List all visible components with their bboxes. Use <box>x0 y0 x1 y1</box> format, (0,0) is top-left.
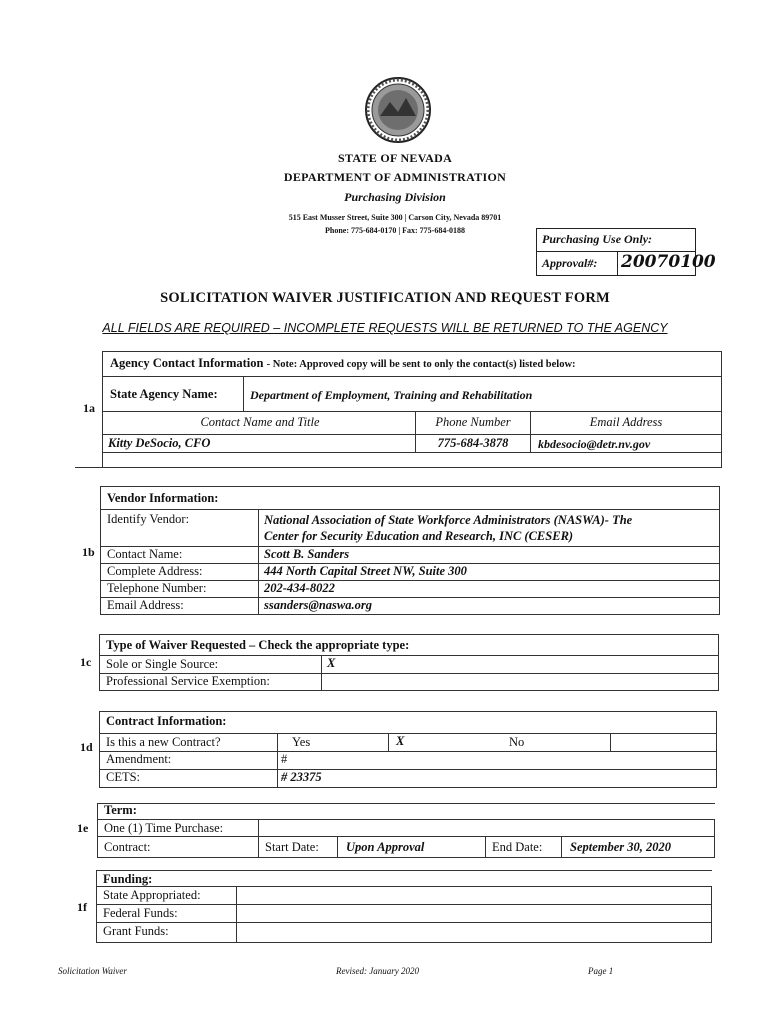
vendor-address-value: 444 North Capital Street NW, Suite 300 <box>264 564 467 578</box>
contact-phone-value: 775-684-3878 <box>437 436 509 450</box>
section-1f-label: 1f <box>77 900 87 914</box>
section-1e-label: 1e <box>77 821 89 835</box>
vendor-contact-label: Contact Name: <box>107 547 183 561</box>
professional-service-label: Professional Service Exemption: <box>106 674 270 688</box>
vendor-info-title: Vendor Information: <box>107 491 219 505</box>
vendor-phone-label: Telephone Number: <box>107 581 207 595</box>
grant-funds-label: Grant Funds: <box>103 924 169 938</box>
header-state: STATE OF NEVADA <box>337 151 453 165</box>
end-date-label: End Date: <box>492 840 543 854</box>
sole-source-checkmark[interactable]: X <box>327 656 336 670</box>
agency-contact-note: - Note: Approved copy will be sent to only the contact(s) listed below: <box>266 359 576 370</box>
header-address: 515 East Musser Street, Suite 300 | Carson City, Nevada 89701 <box>288 213 502 222</box>
approval-number: 20070100 <box>621 252 716 272</box>
form-title: SOLICITATION WAIVER JUSTIFICATION AND REQUEST FORM <box>160 290 610 306</box>
waiver-type-title: Type of Waiver Requested – Check the appropriate type: <box>106 638 410 652</box>
one-time-purchase-label: One (1) Time Purchase: <box>104 821 224 835</box>
section-1a-label: 1a <box>83 401 95 415</box>
amendment-label: Amendment: <box>106 752 172 766</box>
federal-funds-label: Federal Funds: <box>103 906 178 920</box>
funding-title: Funding: <box>103 872 153 886</box>
purchasing-use-title: Purchasing Use Only: <box>542 232 653 246</box>
new-contract-label: Is this a new Contract? <box>106 735 221 749</box>
no-label: No <box>509 735 525 749</box>
section-1d-label: 1d <box>80 740 93 754</box>
vendor-phone-value: 202-434-8022 <box>264 581 335 595</box>
footer-page-number: Page 1 <box>588 966 614 976</box>
amendment-value: # <box>281 752 288 766</box>
approval-label: Approval#: <box>542 256 598 270</box>
contact-name-value: Kitty DeSocio, CFO <box>108 436 211 450</box>
vendor-email-label: Email Address: <box>107 598 184 612</box>
header-division: Purchasing Division <box>344 190 446 204</box>
start-date-label: Start Date: <box>265 840 319 854</box>
agency-name-label: State Agency Name: <box>110 387 218 401</box>
vendor-email-value: ssanders@naswa.org <box>264 598 373 612</box>
contract-info-title: Contract Information: <box>106 714 227 728</box>
sole-source-label: Sole or Single Source: <box>106 657 219 671</box>
contract-label: Contract: <box>104 840 151 854</box>
cets-value: # 23375 <box>281 770 322 784</box>
term-title: Term: <box>104 803 137 817</box>
cets-label: CETS: <box>106 770 141 784</box>
col-email-address: Email Address <box>589 415 663 429</box>
col-contact-name-title: Contact Name and Title <box>200 415 320 429</box>
yes-checkmark[interactable]: X <box>396 734 405 748</box>
contact-email-value: kbdesocio@detr.nv.gov <box>538 437 651 451</box>
yes-label: Yes <box>292 735 311 749</box>
state-appropriated-label: State Appropriated: <box>103 888 201 902</box>
purchasing-use-box <box>536 228 716 276</box>
section-1b-label: 1b <box>82 545 95 559</box>
header-department: DEPARTMENT OF ADMINISTRATION <box>283 170 507 184</box>
required-notice: ALL FIELDS ARE REQUIRED – INCOMPLETE REQUESTS WILL BE RETURNED TO THE AGENCY <box>102 321 668 335</box>
vendor-address-label: Complete Address: <box>107 564 203 578</box>
section-1c-label: 1c <box>80 655 92 669</box>
vendor-name-line1: National Association of State Workforce Administrators (NASWA)- The <box>264 513 633 527</box>
agency-contact-title: Agency Contact Information <box>110 356 264 370</box>
footer-left: Solicitation Waiver <box>58 966 127 976</box>
start-date-value: Upon Approval <box>346 840 425 854</box>
footer-center: Revised: January 2020 <box>336 966 419 976</box>
header-phone: Phone: 775-684-0170 | Fax: 775-684-0188 <box>325 226 465 235</box>
agency-name-value: Department of Employment, Training and Rehabilitation <box>250 388 533 402</box>
col-phone-number: Phone Number <box>435 415 511 429</box>
end-date-value: September 30, 2020 <box>570 840 672 854</box>
state-seal <box>364 76 432 144</box>
vendor-contact-value: Scott B. Sanders <box>264 547 350 561</box>
identify-vendor-label: Identify Vendor: <box>107 512 190 526</box>
vendor-name-line2: Center for Security Education and Research, INC (CESER) <box>264 529 574 543</box>
